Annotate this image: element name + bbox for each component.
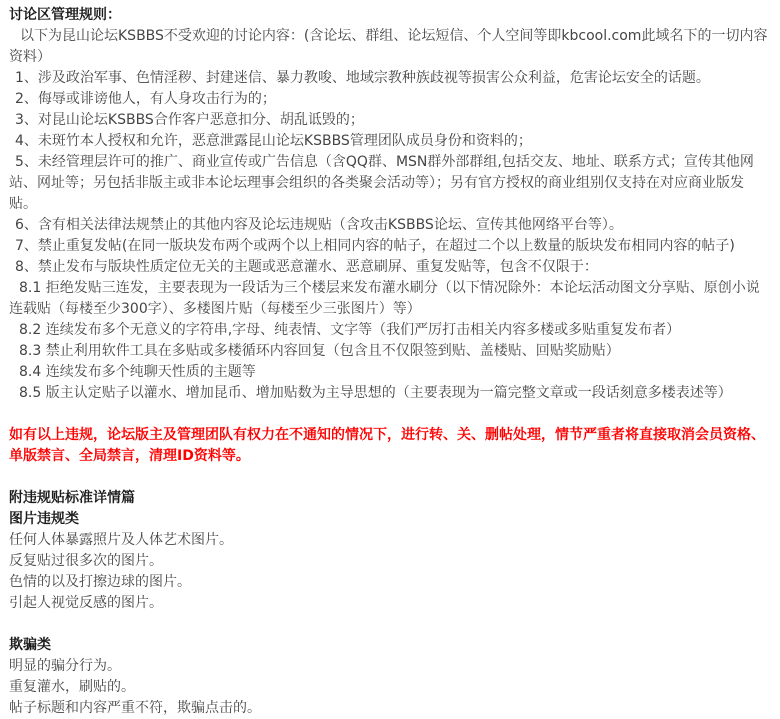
blank-line — [9, 467, 770, 488]
fraud-item-1: 明显的骗分行为。 — [9, 658, 121, 674]
section-heading-fraud: 欺骗类 — [9, 637, 51, 653]
image-violation-item-4: 引起人视觉反感的图片。 — [9, 595, 163, 611]
document-title: 讨论区管理规则： — [9, 7, 121, 23]
rule-item-2: 2、侮辱或诽谤他人，有人身攻击行为的； — [15, 91, 276, 107]
section-heading-image-violations: 图片违规类 — [9, 511, 79, 527]
image-violation-item-3: 色情的以及打擦边球的图片。 — [9, 574, 191, 590]
rule-item-6: 6、含有相关法律法规禁止的其他内容及论坛违规贴（含攻击KSBBS论坛、宣传其他网络平台等）。 — [15, 217, 623, 233]
rule-item-4: 4、未斑竹本人授权和允许，恶意泄露昆山论坛KSBBS管理团队成员身份和资料的； — [15, 133, 532, 149]
sub-rule-item-8-4: 8.4 连续发布多个纯聊天性质的主题等 — [19, 364, 256, 380]
violation-warning-paragraph: 如有以上违规，论坛版主及管理团队有权力在不通知的情况下，进行转、关、删帖处理，情节严重者将直接取消会员资格、单版禁言、全局禁言，清理ID资料等。 — [9, 427, 765, 464]
sub-rule-item-8-1: 8.1 拒绝发贴三连发，主要表现为一段话为三个楼层来发布灌水刷分（以下情况除外：本论坛活动图文分享贴、原创小说连载贴（每楼至少300字）、多楼图片贴（每楼至少三张图片）等） — [9, 280, 760, 317]
rule-item-5: 5、未经管理层许可的推广、商业宣传或广告信息（含QQ群、MSN群外部群组,包括交友、地址、联系方式；宣传其他网站、网址等；另包括非版主或非本论坛理事会组织的各类聚会活动等）；另有官方授权的商业组别仅支持在对应商业版发贴。 — [9, 154, 754, 212]
fraud-item-3: 帖子标题和内容严重不符，欺骗点击的。 — [9, 700, 261, 716]
blank-line — [9, 404, 770, 425]
appendix-title: 附违规贴标准详情篇 — [9, 490, 135, 506]
fraud-item-2: 重复灌水，刷贴的。 — [9, 679, 135, 695]
rule-item-3: 3、对昆山论坛KSBBS合作客户恶意扣分、胡乱诋毁的； — [15, 112, 364, 128]
intro-paragraph: 以下为昆山论坛KSBBS不受欢迎的讨论内容：(含论坛、群组、论坛短信、个人空间等即kbcool.com此域名下的一切内容资料） — [9, 28, 768, 65]
sub-rule-item-8-3: 8.3 禁止利用软件工具在多贴或多楼循环内容回复（包含且不仅限签到贴、盖楼贴、回贴奖励贴） — [19, 343, 620, 359]
rule-item-1: 1、涉及政治军事、色情淫秽、封建迷信、暴力教唆、地域宗教种族歧视等损害公众利益，危害论坛安全的话题。 — [15, 70, 710, 86]
rule-item-7: 7、禁止重复发帖(在同一版块发布两个或两个以上相同内容的帖子，在超过二个以上数量的版块发布相同内容的帖子) — [15, 238, 735, 254]
sub-rule-item-8-2: 8.2 连续发布多个无意义的字符串,字母、纯表情、文字等（我们严厉打击相关内容多楼或多贴重复发布者） — [19, 322, 681, 338]
image-violation-item-2: 反复贴过很多次的图片。 — [9, 553, 163, 569]
sub-rule-item-8-5: 8.5 版主认定贴子以灌水、增加昆币、增加贴数为主导思想的（主要表现为一篇完整文章或一段话刻意多楼表述等） — [19, 385, 732, 401]
blank-line — [9, 614, 770, 635]
rule-item-8: 8、禁止发布与版块性质定位无关的主题或恶意灌水、恶意刷屏、重复发贴等，包含不仅限于： — [15, 259, 598, 275]
image-violation-item-1: 任何人体暴露照片及人体艺术图片。 — [9, 532, 233, 548]
